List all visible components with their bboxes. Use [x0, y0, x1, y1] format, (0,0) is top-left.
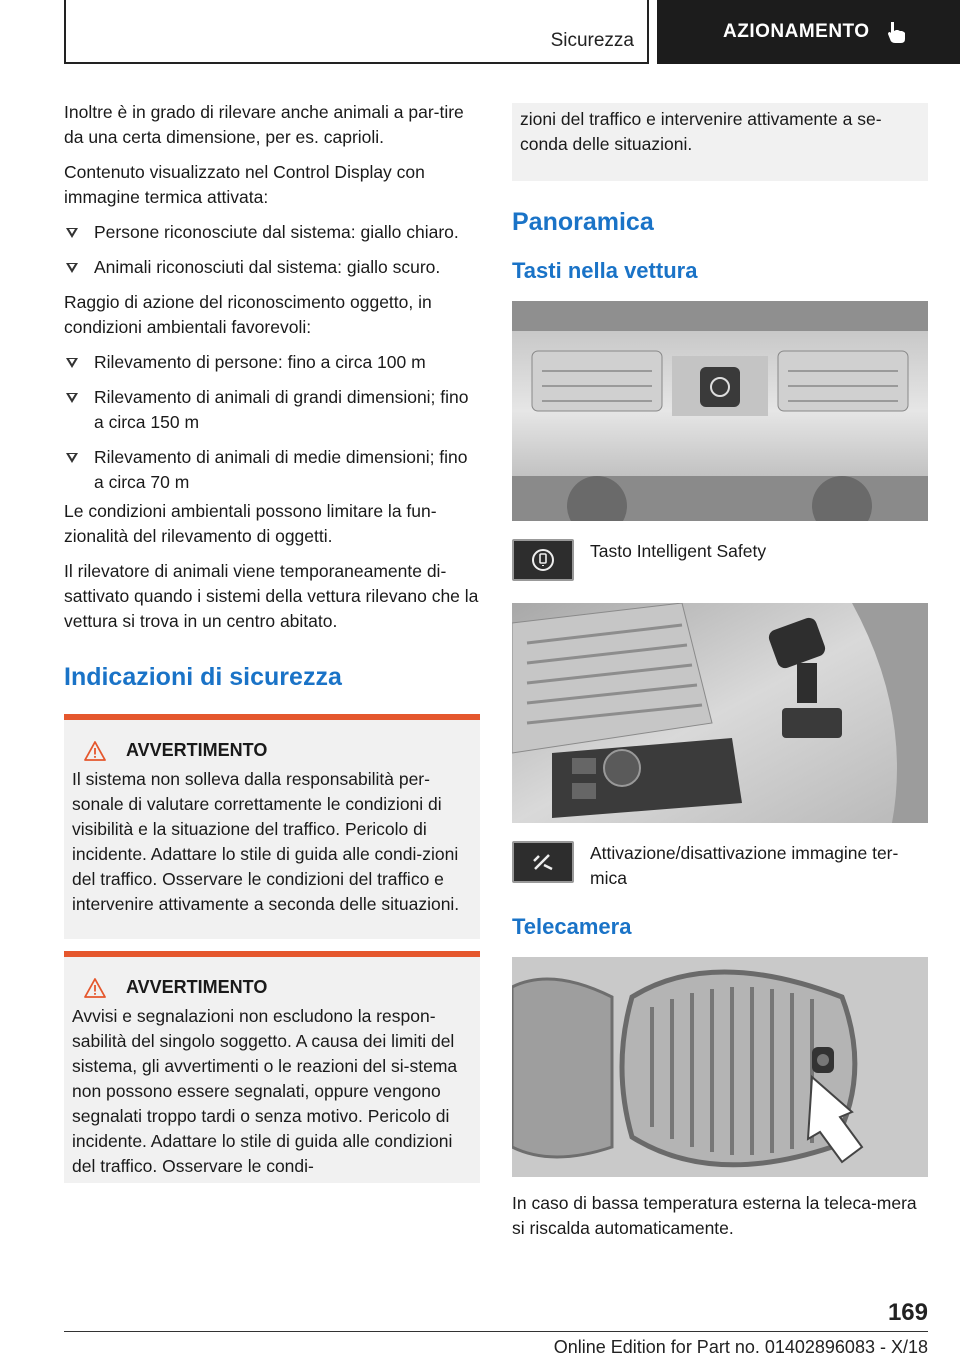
warning-title [72, 740, 472, 761]
subsection-heading: Telecamera [512, 914, 632, 939]
light-switch-photo [512, 603, 928, 823]
paragraph: Il rilevatore di animali viene temporaneamente di-sattivato quando i sistemi della vettura rilevano che la vettura si trova in un centro abitato. [64, 561, 479, 631]
button-legend-text: Attivazione/disattivazione immagine ter-mica [590, 843, 899, 888]
button-legend-row [512, 841, 928, 891]
triangle-bullet-icon [66, 358, 78, 368]
list-item-text: Rilevamento di animali di medie dimensioni; fino a circa 70 m [94, 447, 468, 492]
list-item-text: Persone riconosciute dal sistema: giallo chiaro. [94, 222, 459, 242]
button-legend-text: Tasto Intelligent Safety [590, 541, 767, 561]
triangle-bullet-icon [66, 228, 78, 238]
paragraph: Raggio di azione del riconoscimento oggetto, in condizioni ambientali favorevoli: [64, 292, 432, 337]
section-heading: Panoramica [512, 208, 654, 236]
header-chapter-label: AZIONAMENTO [723, 21, 870, 42]
bullet-list [64, 220, 480, 280]
bullet-list [64, 350, 480, 495]
warning-text: zioni del traffico e intervenire attivamente a se-conda delle situazioni. [520, 109, 882, 154]
warning-title-text: AVVERTIMENTO [126, 740, 268, 760]
right-column [512, 103, 928, 1251]
left-column [64, 100, 480, 1183]
dashboard-buttons-photo [512, 301, 928, 521]
warning-box [64, 951, 480, 1183]
paragraph: Contenuto visualizzato nel Control Display con immagine termica attivata: [64, 162, 425, 207]
camera-grille-photo [512, 957, 928, 1177]
paragraph: Inoltre è in grado di rilevare anche animali a par-tire da una certa dimensione, per es. caprioli. [64, 102, 464, 147]
list-item [64, 445, 480, 495]
header-bottom-rule [64, 62, 649, 64]
warning-text: Il sistema non solleva dalla responsabilità per-sonale di valutare correttamente le condizioni di visibilità e la situazione del traffico. Pericolo di incidente. Adattare lo stile di guida alle condi-zioni del traffico. Osservare le condizioni del traffico e intervenire attivamente a seconda delle situazioni. [72, 769, 460, 914]
triangle-bullet-icon [66, 263, 78, 273]
controls-illustration [512, 603, 928, 823]
header-left-rule [64, 0, 66, 64]
list-item-text: Animali riconosciuti dal sistema: giallo scuro. [94, 257, 441, 277]
dashboard-illustration [512, 301, 928, 521]
list-item [64, 255, 480, 280]
section-heading: Indicazioni di sicurezza [64, 663, 342, 691]
night-vision-button-icon [512, 841, 574, 883]
list-item [64, 350, 480, 375]
list-item-text: Rilevamento di persone: fino a circa 100 m [94, 352, 426, 372]
header-section: Sicurezza [550, 30, 634, 51]
warning-continuation [512, 103, 928, 181]
header-divider [647, 0, 649, 64]
triangle-bullet-icon [66, 453, 78, 463]
list-item [64, 220, 480, 245]
warning-triangle-icon [84, 741, 106, 761]
header-chapter-tab [657, 0, 960, 64]
warning-title [72, 977, 472, 998]
list-item-text: Rilevamento di animali di grandi dimensioni; fino a circa 150 m [94, 387, 469, 432]
paragraph: In caso di bassa temperatura esterna la teleca-mera si riscalda automaticamente. [512, 1193, 917, 1238]
grille-illustration [512, 957, 928, 1177]
warning-title-text: AVVERTIMENTO [126, 977, 268, 997]
footer-edition: Online Edition for Part no. 01402896083 - X/18 [553, 1337, 928, 1357]
warning-text: Avvisi e segnalazioni non escludono la respon-sabilità del singolo soggetto. A causa dei limiti del sistema, gli avvertimenti o le reazioni del si-stema non possono essere segnalati, oppure vengono segnalati troppo tardi o senza motivo. Pericolo di incidente. Adattare lo stile di guida alle condizioni del traffico. Osservare le condi- [72, 1006, 458, 1176]
pointing-hand-icon [884, 19, 910, 45]
paragraph: Le condizioni ambientali possono limitare la fun-zionalità del rilevamento di oggetti. [64, 501, 437, 546]
page-number: 169 [887, 1299, 928, 1326]
subsection-heading: Tasti nella vettura [512, 258, 698, 283]
warning-box [64, 714, 480, 939]
warning-triangle-icon [84, 978, 106, 998]
intelligent-safety-button-icon [512, 539, 574, 581]
button-legend-row [512, 539, 928, 581]
list-item [64, 385, 480, 435]
footer-rule [64, 1331, 928, 1332]
triangle-bullet-icon [66, 393, 78, 403]
